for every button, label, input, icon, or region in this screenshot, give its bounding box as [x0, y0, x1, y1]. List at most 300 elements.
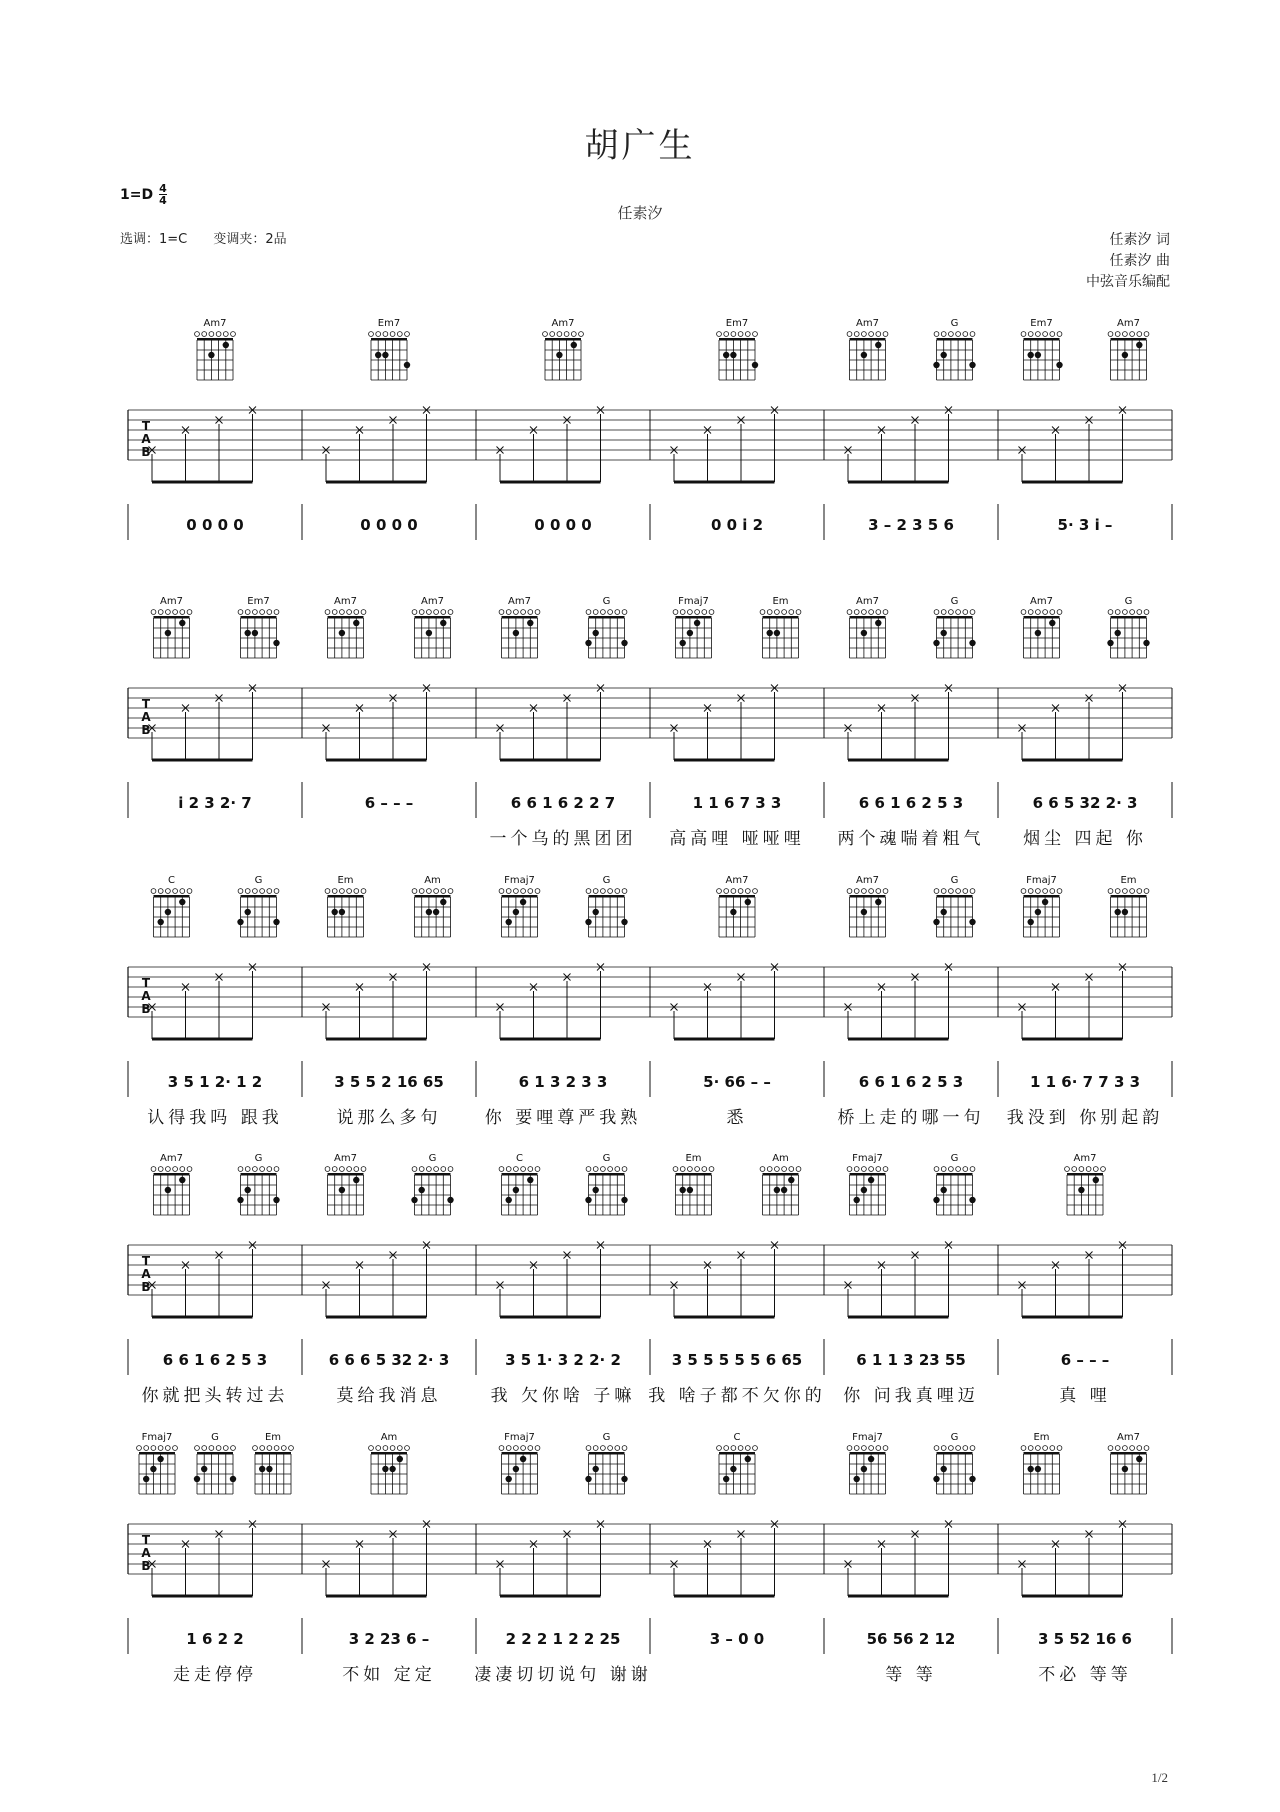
- open-string-mark: [738, 889, 743, 894]
- finger-dot: [1122, 1466, 1128, 1472]
- open-string-mark: [695, 610, 700, 615]
- nut: [154, 616, 190, 619]
- open-string-mark: [593, 889, 598, 894]
- jianpu-notation: 0 0 0 0: [360, 516, 418, 534]
- nut: [589, 1452, 625, 1455]
- open-string-mark: [789, 1167, 794, 1172]
- chord-diagram: [194, 1432, 236, 1494]
- nut: [1111, 338, 1147, 341]
- open-string-mark: [245, 610, 250, 615]
- finger-dot: [723, 352, 729, 358]
- chord-name: Am7: [1030, 596, 1053, 607]
- finger-dot: [621, 1197, 627, 1203]
- lyric-line: 桥上走的哪一句: [837, 1108, 985, 1128]
- open-string-mark: [789, 610, 794, 615]
- open-string-mark: [383, 332, 388, 337]
- nut: [371, 338, 407, 341]
- open-string-mark: [862, 1167, 867, 1172]
- chord-name: Em7: [725, 318, 749, 329]
- jianpu-notation: 6 6 6 5 32 2· 3: [328, 1351, 450, 1369]
- nut: [154, 1173, 190, 1176]
- chord-diagram: [151, 875, 192, 937]
- chord-name: Am7: [334, 596, 357, 607]
- chord-name: Em: [264, 1432, 282, 1443]
- lyric-line: 你就把头转过去: [141, 1386, 289, 1406]
- finger-dot: [506, 1197, 512, 1203]
- lyric-line: 不如 定定: [342, 1665, 436, 1685]
- finger-dot: [179, 899, 185, 905]
- open-string-mark: [253, 889, 258, 894]
- jianpu-notation: i 2 3 2· 7: [178, 794, 252, 812]
- open-string-mark: [738, 332, 743, 337]
- open-string-mark: [1108, 610, 1113, 615]
- finger-dot: [752, 362, 758, 368]
- nut: [241, 1173, 277, 1176]
- open-string-mark: [427, 610, 432, 615]
- nut: [937, 895, 973, 898]
- chord-diagram: [499, 1153, 540, 1215]
- jianpu-notation: 5· 66 – –: [703, 1073, 771, 1091]
- chord-name: Am7: [1117, 1432, 1140, 1443]
- finger-dot: [157, 1456, 163, 1462]
- open-string-mark: [361, 889, 366, 894]
- open-string-mark: [332, 889, 337, 894]
- chord-diagram: [760, 1153, 801, 1215]
- open-string-mark: [202, 1446, 207, 1451]
- chord-name: G: [211, 1432, 219, 1443]
- open-string-mark: [354, 1167, 359, 1172]
- open-string-mark: [564, 332, 569, 337]
- nut: [850, 338, 886, 341]
- chord-name: Fmaj7: [852, 1153, 883, 1164]
- finger-dot: [513, 1466, 519, 1472]
- chord-diagram: [585, 1432, 627, 1494]
- nut: [415, 1173, 451, 1176]
- open-string-mark: [869, 1446, 874, 1451]
- finger-dot: [1028, 919, 1034, 925]
- open-string-mark: [165, 1446, 170, 1451]
- finger-dot: [1035, 909, 1041, 915]
- open-string-mark: [376, 1446, 381, 1451]
- finger-dot: [969, 640, 975, 646]
- open-string-mark: [593, 610, 598, 615]
- jianpu-notation: 6 1 3 2 3 3: [518, 1073, 608, 1091]
- finger-dot: [861, 1187, 867, 1193]
- open-string-mark: [724, 889, 729, 894]
- open-string-mark: [956, 332, 961, 337]
- open-string-mark: [1050, 332, 1055, 337]
- open-string-mark: [1086, 1167, 1091, 1172]
- open-string-mark: [608, 610, 613, 615]
- open-string-mark: [1144, 332, 1149, 337]
- open-string-mark: [883, 1167, 888, 1172]
- lyric-line: 不必 等等: [1038, 1665, 1132, 1685]
- chord-name: G: [602, 596, 611, 607]
- finger-dot: [165, 1187, 171, 1193]
- finger-dot: [179, 1177, 185, 1183]
- chord-name: G: [950, 318, 959, 329]
- open-string-mark: [970, 610, 975, 615]
- open-string-mark: [448, 889, 453, 894]
- open-string-mark: [253, 1446, 258, 1451]
- open-string-mark: [412, 610, 417, 615]
- finger-dot: [933, 1476, 939, 1482]
- open-string-mark: [1130, 889, 1135, 894]
- open-string-mark: [528, 889, 533, 894]
- finger-dot: [933, 919, 939, 925]
- open-string-mark: [601, 1167, 606, 1172]
- finger-dot: [585, 640, 591, 646]
- chord-diagram: [151, 596, 192, 658]
- open-string-mark: [862, 1446, 867, 1451]
- chord-name: Am7: [160, 596, 183, 607]
- open-string-mark: [1137, 889, 1142, 894]
- finger-dot: [194, 1476, 200, 1482]
- open-string-mark: [535, 610, 540, 615]
- open-string-mark: [166, 889, 171, 894]
- jianpu-notation: 2 2 2 1 2 2 25: [505, 1630, 621, 1648]
- open-string-mark: [441, 1167, 446, 1172]
- open-string-mark: [245, 1167, 250, 1172]
- open-string-mark: [680, 1167, 685, 1172]
- open-string-mark: [717, 332, 722, 337]
- finger-dot: [150, 1466, 156, 1472]
- chord-name: G: [254, 875, 263, 886]
- chord-name: Fmaj7: [504, 1432, 535, 1443]
- finger-dot: [223, 342, 229, 348]
- open-string-mark: [514, 889, 519, 894]
- finger-dot: [1028, 352, 1034, 358]
- finger-dot: [875, 620, 881, 626]
- open-string-mark: [187, 1167, 192, 1172]
- open-string-mark: [543, 332, 548, 337]
- finger-dot: [375, 352, 381, 358]
- finger-dot: [411, 1197, 417, 1203]
- finger-dot: [969, 362, 975, 368]
- open-string-mark: [1093, 1167, 1098, 1172]
- open-string-mark: [144, 1446, 149, 1451]
- open-string-mark: [209, 332, 214, 337]
- finger-dot: [854, 1476, 860, 1482]
- open-string-mark: [521, 889, 526, 894]
- nut: [850, 1173, 886, 1176]
- open-string-mark: [702, 1167, 707, 1172]
- jianpu-notation: 3 5 1· 3 2 2· 2: [505, 1351, 621, 1369]
- open-string-mark: [267, 610, 272, 615]
- open-string-mark: [745, 1446, 750, 1451]
- open-string-mark: [340, 1167, 345, 1172]
- open-string-mark: [274, 610, 279, 615]
- open-string-mark: [347, 889, 352, 894]
- open-string-mark: [267, 1446, 272, 1451]
- finger-dot: [781, 1187, 787, 1193]
- open-string-mark: [1043, 332, 1048, 337]
- open-string-mark: [1101, 1167, 1106, 1172]
- open-string-mark: [180, 610, 185, 615]
- open-string-mark: [1057, 332, 1062, 337]
- chord-diagram: [717, 1432, 758, 1494]
- open-string-mark: [1144, 889, 1149, 894]
- open-string-mark: [499, 610, 504, 615]
- finger-dot: [621, 1476, 627, 1482]
- open-string-mark: [586, 1446, 591, 1451]
- open-string-mark: [1057, 1446, 1062, 1451]
- chord-name: Em: [337, 875, 354, 886]
- finger-dot: [875, 899, 881, 905]
- open-string-mark: [173, 610, 178, 615]
- finger-dot: [1035, 630, 1041, 636]
- finger-dot: [875, 342, 881, 348]
- jianpu-notation: 6 6 1 6 2 2 7: [510, 794, 616, 812]
- chord-name: G: [428, 1153, 437, 1164]
- chord-diagram: [499, 875, 540, 937]
- jianpu-notation: 1 1 6 7 3 3: [692, 794, 782, 812]
- chord-diagram: [585, 875, 627, 937]
- finger-dot: [245, 630, 251, 636]
- finger-dot: [440, 620, 446, 626]
- open-string-mark: [223, 332, 228, 337]
- chord-diagram: [1021, 1432, 1062, 1494]
- chord-name: G: [1124, 596, 1133, 607]
- chord-diagram: [847, 1153, 888, 1215]
- open-string-mark: [869, 889, 874, 894]
- chord-diagram: [137, 1432, 178, 1494]
- chord-diagram: [238, 596, 280, 658]
- open-string-mark: [158, 610, 163, 615]
- open-string-mark: [1123, 610, 1128, 615]
- open-string-mark: [521, 1446, 526, 1451]
- finger-dot: [506, 919, 512, 925]
- open-string-mark: [332, 610, 337, 615]
- open-string-mark: [412, 889, 417, 894]
- finger-dot: [788, 1177, 794, 1183]
- open-string-mark: [1021, 332, 1026, 337]
- open-string-mark: [753, 889, 758, 894]
- open-string-mark: [1036, 1446, 1041, 1451]
- open-string-mark: [970, 889, 975, 894]
- jianpu-notation: 6 6 1 6 2 5 3: [162, 1351, 268, 1369]
- jianpu-notation: 6 1 1 3 23 55: [856, 1351, 966, 1369]
- open-string-mark: [535, 1167, 540, 1172]
- open-string-mark: [521, 1167, 526, 1172]
- nut: [241, 895, 277, 898]
- open-string-mark: [354, 610, 359, 615]
- finger-dot: [165, 630, 171, 636]
- chord-name: C: [733, 1432, 741, 1443]
- open-string-mark: [673, 610, 678, 615]
- open-string-mark: [427, 889, 432, 894]
- open-string-mark: [390, 332, 395, 337]
- open-string-mark: [274, 1167, 279, 1172]
- finger-dot: [447, 1197, 453, 1203]
- open-string-mark: [949, 332, 954, 337]
- arranger-credit: 中弦音乐编配: [1086, 274, 1170, 290]
- finger-dot: [861, 1466, 867, 1472]
- open-string-mark: [238, 1167, 243, 1172]
- nut: [328, 895, 364, 898]
- tab-clef: T A B: [141, 976, 151, 1016]
- finger-dot: [353, 1177, 359, 1183]
- finger-dot: [332, 909, 338, 915]
- open-string-mark: [325, 610, 330, 615]
- finger-dot: [593, 1466, 599, 1472]
- chord-name: Am7: [160, 1153, 183, 1164]
- open-string-mark: [195, 1446, 200, 1451]
- open-string-mark: [528, 610, 533, 615]
- nut: [154, 895, 190, 898]
- finger-dot: [585, 1197, 591, 1203]
- nut: [197, 1452, 233, 1455]
- open-string-mark: [847, 332, 852, 337]
- nut: [502, 895, 538, 898]
- finger-dot: [143, 1476, 149, 1482]
- open-string-mark: [231, 332, 236, 337]
- finger-dot: [861, 909, 867, 915]
- open-string-mark: [506, 1446, 511, 1451]
- nut: [763, 1173, 799, 1176]
- open-string-mark: [1065, 1167, 1070, 1172]
- finger-dot: [520, 899, 526, 905]
- nut: [1067, 1173, 1103, 1176]
- chord-diagram: [325, 596, 366, 658]
- chord-diagram: [1107, 596, 1149, 658]
- open-string-mark: [1108, 889, 1113, 894]
- nut: [1024, 616, 1060, 619]
- open-string-mark: [963, 610, 968, 615]
- open-string-mark: [1021, 889, 1026, 894]
- nut: [937, 616, 973, 619]
- finger-dot: [527, 1177, 533, 1183]
- chord-name: Em: [1033, 1432, 1050, 1443]
- nut: [589, 895, 625, 898]
- finger-dot: [245, 909, 251, 915]
- finger-dot: [933, 640, 939, 646]
- open-string-mark: [347, 610, 352, 615]
- chord-diagram: [369, 318, 411, 380]
- open-string-mark: [281, 1446, 286, 1451]
- open-string-mark: [441, 889, 446, 894]
- chord-name: Am7: [1073, 1153, 1097, 1164]
- open-string-mark: [869, 610, 874, 615]
- lyric-line: 莫给我消息: [336, 1386, 442, 1406]
- open-string-mark: [427, 1167, 432, 1172]
- open-string-mark: [332, 1167, 337, 1172]
- open-string-mark: [448, 610, 453, 615]
- finger-dot: [687, 630, 693, 636]
- chord-diagram: [933, 1432, 975, 1494]
- open-string-mark: [601, 1446, 606, 1451]
- finger-dot: [513, 909, 519, 915]
- open-string-mark: [216, 1446, 221, 1451]
- chord-diagram: [933, 318, 975, 380]
- open-string-mark: [731, 889, 736, 894]
- chord-diagram: [543, 318, 584, 380]
- open-string-mark: [231, 1446, 236, 1451]
- open-string-mark: [274, 889, 279, 894]
- open-string-mark: [622, 1167, 627, 1172]
- open-string-mark: [419, 610, 424, 615]
- finger-dot: [941, 1187, 947, 1193]
- open-string-mark: [876, 332, 881, 337]
- lyric-line: 认得我吗 跟我: [147, 1108, 283, 1128]
- open-string-mark: [260, 889, 265, 894]
- open-string-mark: [775, 1167, 780, 1172]
- finger-dot: [861, 630, 867, 636]
- finger-dot: [165, 909, 171, 915]
- open-string-mark: [738, 1446, 743, 1451]
- open-string-mark: [608, 1446, 613, 1451]
- open-string-mark: [557, 332, 562, 337]
- open-string-mark: [1115, 1446, 1120, 1451]
- open-string-mark: [941, 610, 946, 615]
- open-string-mark: [1072, 1167, 1077, 1172]
- chord-diagram: [1065, 1153, 1106, 1215]
- open-string-mark: [745, 889, 750, 894]
- open-string-mark: [956, 1167, 961, 1172]
- finger-dot: [585, 919, 591, 925]
- open-string-mark: [934, 610, 939, 615]
- open-string-mark: [158, 1446, 163, 1451]
- open-string-mark: [847, 889, 852, 894]
- finger-dot: [680, 1187, 686, 1193]
- finger-dot: [745, 1456, 751, 1462]
- nut: [1111, 1452, 1147, 1455]
- finger-dot: [266, 1466, 272, 1472]
- nut: [197, 338, 233, 341]
- lyric-line: 你 问我真哩迈: [843, 1386, 979, 1406]
- open-string-mark: [506, 1167, 511, 1172]
- open-string-mark: [216, 332, 221, 337]
- finger-dot: [1049, 620, 1055, 626]
- finger-dot: [1122, 909, 1128, 915]
- open-string-mark: [934, 332, 939, 337]
- open-string-mark: [499, 889, 504, 894]
- chord-name: G: [602, 1153, 611, 1164]
- chord-name: Em: [772, 596, 789, 607]
- finger-dot: [621, 640, 627, 646]
- open-string-mark: [862, 610, 867, 615]
- open-string-mark: [1144, 610, 1149, 615]
- open-string-mark: [941, 1167, 946, 1172]
- chord-name: Am: [424, 875, 441, 886]
- chord-diagram: [411, 1153, 453, 1215]
- nut: [850, 616, 886, 619]
- finger-dot: [593, 630, 599, 636]
- finger-dot: [339, 1187, 345, 1193]
- open-string-mark: [1028, 610, 1033, 615]
- open-string-mark: [238, 889, 243, 894]
- finger-dot: [1056, 362, 1062, 368]
- finger-dot: [259, 1466, 265, 1472]
- chord-diagram: [847, 875, 888, 937]
- jianpu-notation: 3 5 5 5 5 5 6 65: [671, 1351, 803, 1369]
- finger-dot: [273, 919, 279, 925]
- finger-dot: [506, 1476, 512, 1482]
- open-string-mark: [347, 1167, 352, 1172]
- open-string-mark: [1137, 610, 1142, 615]
- finger-dot: [969, 919, 975, 925]
- open-string-mark: [274, 1446, 279, 1451]
- finger-dot: [593, 1187, 599, 1193]
- nut: [502, 1173, 538, 1176]
- open-string-mark: [854, 332, 859, 337]
- finger-dot: [1035, 1466, 1041, 1472]
- open-string-mark: [441, 610, 446, 615]
- open-string-mark: [187, 610, 192, 615]
- selected-key: 选调：1=C: [120, 232, 188, 247]
- open-string-mark: [1036, 889, 1041, 894]
- open-string-mark: [941, 889, 946, 894]
